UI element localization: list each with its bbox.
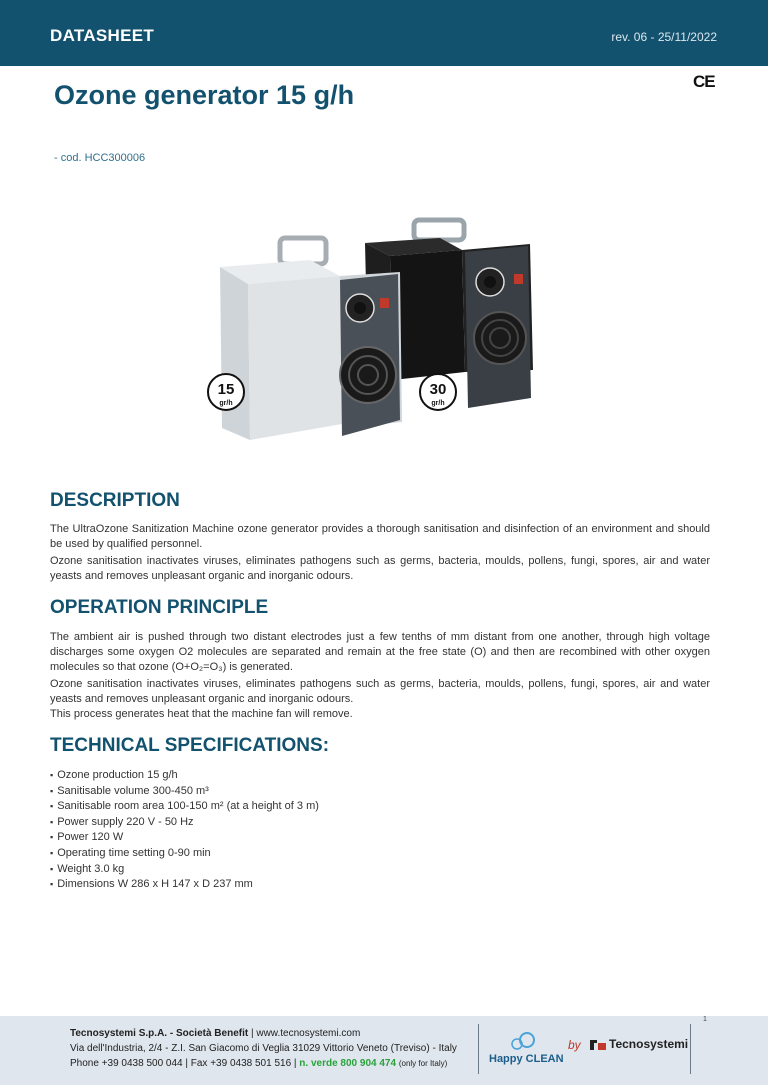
footer — [0, 1016, 768, 1085]
revision-label: rev. 06 - 25/11/2022 — [611, 30, 717, 44]
spec-item: ▪ Operating time setting 0-90 min — [50, 846, 319, 862]
badge-30-value: 30 — [429, 381, 447, 398]
footer-toll-free-note: (only for Italy) — [398, 1059, 448, 1068]
operation-heading: OPERATION PRINCIPLE — [50, 597, 269, 618]
footer-company: Tecnosystemi S.p.A. - Società Benefit — [70, 1028, 249, 1039]
tecnosystemi-mark-icon — [590, 1038, 606, 1052]
operation-paragraph-1: The ambient air is pushed through two distant electrodes just a few tenths of mm distant from one another, through high voltage discharges some oxygen O2 molecules are separated and remain at the free state (O) and then are recombined with other oxygen molecules so that ozone (O+O₂=O₃) is generated. — [50, 631, 710, 673]
footer-divider — [478, 1024, 479, 1074]
product-code: - cod. HCC300006 — [54, 152, 146, 164]
spec-item: ▪ Sanitisable volume 300-450 m³ — [50, 784, 319, 800]
product-image — [200, 210, 560, 450]
description-paragraph-2: Ozone sanitisation inactivates viruses, eliminates pathogens such as germs, bacteria, moulds, pollens, fungi, spores, air and water yeasts and removes unpleasant organic and inorganic odours. — [50, 555, 710, 582]
badge-30 — [420, 374, 456, 410]
spec-item: ▪ Power 120 W — [50, 830, 319, 846]
operation-paragraph-3: This process generates heat that the machine fan will remove. — [50, 708, 353, 720]
footer-divider — [690, 1024, 691, 1074]
ce-mark: CE — [693, 72, 715, 91]
logo-by-text: by — [568, 1038, 581, 1052]
footer-address: Via dell'Industria, 2/4 - Z.I. San Giacomo di Veglia 31029 Vittorio Veneto (Treviso) - Italy — [70, 1043, 457, 1054]
happy-clean-text: Happy CLEAN — [489, 1053, 564, 1065]
spec-item: ▪ Sanitisable room area 100-150 m² (at a height of 3 m) — [50, 799, 319, 815]
badge-15-value: 15 — [217, 381, 235, 398]
badge-15-unit: gr/h — [219, 400, 233, 407]
tecnosystemi-logo-text: Tecnosystemi — [609, 1037, 689, 1051]
footer-toll-free: n. verde 800 904 474 — [299, 1058, 397, 1069]
footer-fax: Fax +39 0438 501 516 — [190, 1058, 292, 1069]
spec-item: ▪ Dimensions W 286 x H 147 x D 237 mm — [50, 877, 319, 893]
badge-30-unit: gr/h — [431, 400, 445, 407]
doc-type-label: DATASHEET — [50, 26, 155, 45]
operation-paragraph-2: Ozone sanitisation inactivates viruses, eliminates pathogens such as germs, bacteria, moulds, pollens, fungi, spores, air and water yeasts and removes unpleasant organic and inorganic odours. — [50, 678, 710, 705]
description-heading: DESCRIPTION — [50, 490, 180, 511]
specs-list — [50, 768, 319, 893]
footer-website[interactable]: www.tecnosystemi.com — [256, 1028, 361, 1039]
description-paragraph-1: The UltraOzone Sanitization Machine ozone generator provides a thorough sanitisation and disinfection of an environment and should be used by qualified personnel. — [50, 523, 710, 550]
badge-15 — [208, 374, 244, 410]
page-number: 1 — [703, 1016, 707, 1023]
header-bar — [0, 0, 768, 66]
happy-clean-logo — [487, 1028, 577, 1073]
page-title: Ozone generator 15 g/h — [54, 80, 355, 110]
spec-item: ▪ Ozone production 15 g/h — [50, 768, 319, 784]
footer-contact: Tecnosystemi S.p.A. - Società Benefit | www.tecnosystemi.com Via dell'Industria, 2/4 - Z.I. San Giacomo di Veglia 31029 Vittorio Veneto (Treviso) - Italy Phone +39 0438 500 044 | Fax +39 0438 501 516 | n. verde 800 904 474 (only for Italy) — [70, 1028, 457, 1069]
spec-item: ▪ Power supply 220 V - 50 Hz — [50, 815, 319, 831]
specs-heading: TECHNICAL SPECIFICATIONS: — [50, 735, 330, 756]
footer-phone: Phone +39 0438 500 044 — [70, 1058, 183, 1069]
spec-item: ▪ Weight 3.0 kg — [50, 862, 319, 878]
